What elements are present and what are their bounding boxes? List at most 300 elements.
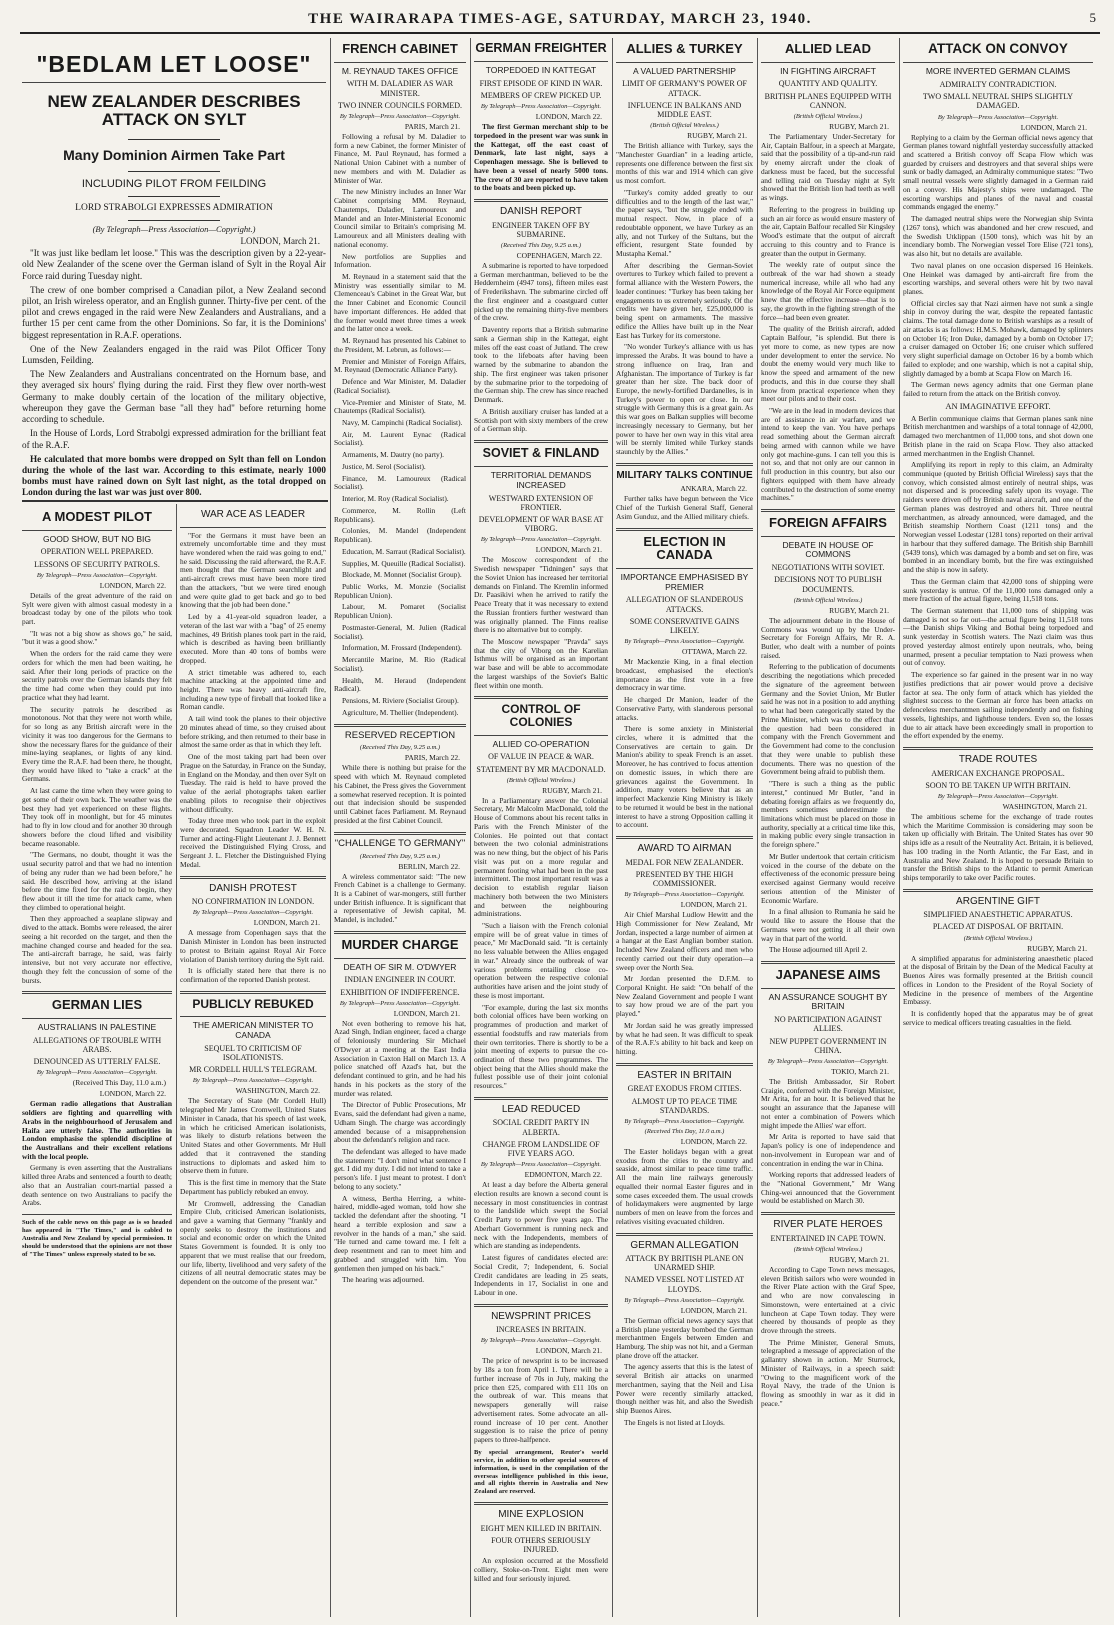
paragraph: Amplifying its report in reply to this claim, an Admiralty communique (quoted by British Official Wireless) says that the convoy, which consisted almost entirely of neutral ships, was not dispersed and is proceeding safely upon its voyage. The raiders were driven off by British naval aircraft, and one of the German planes was destroyed and others hit. Three neutral merchantmen, as already announced, were damaged, and the British steamship Northern Coast (1211 tons) and the Norwegian vessel Lodestar (1281 tons) reported on their arrival in harbour that they suffered damage. The British ship Barnhill (5439 tons), which was damaged by a bomb and set on fire, was bombed in an incendiary bomb, but the fire was extinguished and the ship is now in safety. <box>903 460 1093 575</box>
headline: WAR ACE AS LEADER <box>200 509 306 520</box>
article-newsprint-prices <box>474 1311 608 1496</box>
column-rule <box>176 504 177 1617</box>
received: (Received This Day, 9.25 a.m.) <box>359 744 441 752</box>
deck: SOON TO BE TAKEN UP WITH BRITAIN. <box>925 780 1071 790</box>
deck: MORE INVERTED GERMAN CLAIMS <box>925 66 1071 77</box>
lead-paragraph: "It was just like bedlam let loose." This was the description given by a 22-year-old New Zealander of the scene over the German island of Sylt in the Royal Air Force raid during Tuesday night. <box>22 248 326 281</box>
deck: A VALUED PARTNERSHIP <box>633 65 736 76</box>
dateline: RUGBY, March 21. <box>829 605 889 615</box>
deck: AN ASSURANCE SOUGHT BY BRITAIN <box>768 991 888 1012</box>
paragraph: A witness, Bertha Herring, a white-haired, middle-aged woman, told how she tackled the defendant after the shooting. "I heard a terrible explosion and saw a revolver in the hands of a man," she said. "He turned and came toward me. I felt a deep resentment and ran to meet him and grabbed and struggled with him. You gentlemen then jumped on his back." <box>334 1193 466 1273</box>
article-military-talks <box>616 470 753 522</box>
paragraph: A simplified apparatus for administering anaesthetic placed at the disposal of Britain by the Dean of the Medical Faculty at Buenos Aires was formally presented at the British council offices in London to the President of the Royal Society of Medicine in the presence of members of the Argentine Embassy. <box>903 953 1093 1007</box>
paragraph: Details of the great adventure of the raid on Sylt were given with almost casual modesty in a broadcast today by one of the pilots who took part. <box>22 590 172 626</box>
paragraph: The weekly rate of output since the outbreak of the war had shown a steady numerical increase, while all who had any knowledge of the Royal Air Force equipment knew that the effective increase—that is to say, the growth in the fighting strength of the force—had been even greater. <box>761 260 895 322</box>
paragraph: The Engels is not listed at Lloyds. <box>624 1417 725 1427</box>
paragraph: Premier and Minister of Foreign Affairs, M. Reynaud (Democratic Alliance Party). <box>334 356 466 375</box>
deck: INDIAN ENGINEER IN COURT. <box>344 975 456 985</box>
paragraph: The Moscow newspaper "Pravda" says that the city of Viborg on the Karelian Isthmus will be organised as an important war base and will be able to accommodate the largest warships of the Soviet's Baltic fleet within one month. <box>474 636 608 690</box>
deck: PLACED AT DISPOSAL OF BRITAIN. <box>932 922 1064 932</box>
article-danish-report <box>474 206 608 434</box>
deck: DEVELOPMENT OF WAR BASE AT VIBORG. <box>478 515 604 534</box>
paragraph: The experience so far gained in the present war in no way justifies predictions that air power would prove a decisive factor at sea. The only form of attack which has yielded the slightest success to the German air force has been attacks on defenceless merchantmen sailing independently and on fishing vessels, lightships, and lighthouse tenders. Even so, the losses due to air attack have been exceedingly small in proportion to the effort expended by the enemy. <box>903 670 1093 741</box>
column-rule <box>330 38 331 1617</box>
paragraph: Replying to a claim by the German official news agency that German planes toward nightfall yesterday successfully attacked and scattered a British convoy off Scapa Flow which was guarded by cruisers and destroyers and that several ships were sunk or badly damaged, an Admiralty communique states: "Two small neutral vessels were slightly damaged in a German raid on a convoy. His Majesty's ships were undamaged. The escorting warships and planes of the naval and coastal commands engaged the enemy." <box>903 132 1093 212</box>
lead-paragraph: One of the New Zealanders engaged in the raid was Pilot Officer Tony Lumsden, Feilding. <box>22 343 326 366</box>
dateline: LONDON, March 22. <box>99 1089 166 1099</box>
dateline: BERLIN, March 22. <box>398 861 460 871</box>
byline: By Telegraph—Press Association—Copyright. <box>480 1337 602 1345</box>
article-murder-charge <box>334 938 466 1285</box>
deck: DENOUNCED AS UTTERLY FALSE. <box>33 1057 161 1067</box>
headline: A MODEST PILOT <box>41 509 153 524</box>
headline: DANISH REPORT <box>499 206 583 218</box>
column-3 <box>334 38 466 1617</box>
article-argentine-gift <box>903 896 1093 1028</box>
paragraph: Mr Mackenzie King, in a final election broadcast, emphasised the election's importance as the first vote in a free democracy in war time. <box>616 657 753 693</box>
article-easter-britain <box>616 1070 753 1227</box>
paragraph: A British auxiliary cruiser has landed at a Scottish port with sixty members of the crew of a German ship. <box>474 406 608 434</box>
byline: By Telegraph—Press Association—Copyright. <box>192 1077 314 1085</box>
column-rule <box>757 38 758 1617</box>
headline: ATTACK ON CONVOY <box>928 41 1068 56</box>
deck: TERRITORIAL DEMANDS INCREASED <box>490 470 592 490</box>
byline: By Telegraph—Press Association—Copyright. <box>767 1057 889 1065</box>
paragraph: Justice, M. Serol (Socialist). <box>342 461 426 471</box>
article-allied-lead <box>761 42 895 503</box>
paragraph: The adjournment debate in the House of Commons was wound up by the Under-Secretary for Foreign Affairs, Mr R. A. Butler, who dealt with a number of points raised. <box>761 615 895 660</box>
paragraph: Blockade, M. Monnet (Socialist Group). <box>342 570 462 580</box>
column-5 <box>616 38 753 1617</box>
deck: MR CORDELL HULL'S TELEGRAM. <box>189 1065 317 1075</box>
deck: NEW PUPPET GOVERNMENT IN CHINA. <box>769 1036 887 1055</box>
masthead <box>20 6 1100 34</box>
byline: By Telegraph—Press Association—Copyright. <box>624 638 745 646</box>
deck: LESSONS OF SECURITY PATROLS. <box>34 559 160 569</box>
deck: DEATH OF SIR M. O'DWYER <box>343 961 457 972</box>
paragraph: A wireless commentator said: "The new French Cabinet is a challenge to Germany. It is a Cabinet of war-mongers, still further under British influence. It is significant that a representative of Jewish capital, M. Mandel, is included." <box>334 871 466 925</box>
paragraph: "The Germans, no doubt, thought it was the usual security patrol and that we had no intention of being any ruder than we had been before," he said. He described how, arriving at the island before the time fixed for the raid to begin, they flew about it till the time for attack came, when they climbed to operational height. <box>22 850 172 912</box>
times-note: Such of the cable news on this page as is so headed has appeared in "The Times," and is cabled to Australia and New Zealand by special permission. It should be understood that the opinions are not those of "The Times" unless expressly stated to be so. <box>22 1219 172 1258</box>
article-trade-routes <box>903 754 1093 883</box>
dateline: LONDON, March 21. <box>393 1008 460 1018</box>
lead-byline: (By Telegraph—Press Association—Copyright.) <box>92 224 256 235</box>
column-4 <box>474 38 608 1617</box>
deck: IN FIGHTING AIRCRAFT <box>780 65 876 76</box>
deck: NEGOTIATIONS WITH SOVIET. <box>771 563 885 573</box>
byline: By Telegraph—Press Association—Copyright. <box>36 1069 158 1077</box>
dateline: ANKARA, March 22. <box>680 484 747 494</box>
deck: FOUR OTHERS SERIOUSLY INJURED. <box>491 1535 591 1555</box>
headline: CONTROL OF COLONIES <box>501 702 581 729</box>
paragraph: "Such a liaison with the French colonial empire will be of great value in times of peace," Mr MacDonald said. "It is certainly no less valuable between the Allies engaged in war." Already since the outbreak of war various problems entailing close co-operation between the respective colonial authorities have arisen and the joint study of these is most important. <box>474 921 608 1000</box>
article-japanese-aims <box>761 968 895 1206</box>
paragraph: One of the most taking part had been over Prague on the Saturday, in France on the Sunday, in England on the Monday, and then over Sylt on Tuesday. The raid is held to have proved the value of the aerial photographs taken earlier enabling pilots to recognise their objectives without difficulty. <box>180 752 326 814</box>
masthead-title: THE WAIRARAPA TIMES-AGE, SATURDAY, MARCH 23, 1940. <box>308 10 812 27</box>
lead-paragraph: The New Zealanders and Australians concentrated on the Hornum base, and they averaged six hours' flying during the raid. First they flew over north-west Germany to make doubly certain of the location of the military objective, whereupon they gave the German base "all they had" before returning home according to schedule. <box>22 369 326 425</box>
article-river-plate <box>761 1219 895 1408</box>
byline: (British Official Wireless.) <box>793 596 863 604</box>
deck: BRITISH PLANES EQUIPPED WITH CANNON. <box>764 91 892 110</box>
paragraph: Thus the German claim that 42,000 tons of shipping were sunk yesterday is untrue. Of the 11,000 tons damaged only a mere fraction of the actual figure, being 11,518 tons. <box>903 576 1093 604</box>
headline: FRENCH CABINET <box>342 41 458 56</box>
deck: SEQUEL TO CRITICISM OF ISOLATIONISTS. <box>204 1043 302 1063</box>
deck: EXHIBITION OF INDIFFERENCE. <box>340 987 460 997</box>
paragraph: Today three men who took part in the exploit were decorated. Squadron Leader W. H. N. Turner and acting-Flight Lieutenant J. J. Bennett received the Distinguished Flying Cross, and Sergeant J. L. Fletcher the Distinguished Flying Medal. <box>180 816 326 869</box>
paragraph: In a final allusion to Rumania he said he would like to assure the House that the Germans were not getting it all their own way in that part of the world. <box>761 907 895 943</box>
dateline: LONDON, March 21. <box>680 900 747 910</box>
article-french-cabinet <box>334 42 466 718</box>
deck: OPERATION WELL PREPARED. <box>40 547 154 557</box>
dateline: TOKIO, March 21. <box>831 1066 889 1076</box>
paragraph: While there is nothing but praise for the speed with which M. Reynaud completed his Cabinet, the Press gives the Government a somewhat reserved reception. It is pointed out that indecision should be suspended until Cabinet faces Parliament. M. Reynaud presided at the first Cabinet Council. <box>334 763 466 825</box>
deck: M. REYNAUD TAKES OFFICE <box>341 65 459 76</box>
headline: AN IMAGINATIVE EFFORT. <box>945 400 1051 411</box>
lead-bottom-rule <box>22 500 328 502</box>
article-challenge-germany <box>334 839 466 925</box>
paragraph: A strict timetable was adhered to, each machine attacking at the appointed time and height. There was heavy anti-aircraft fire, including a new type of fireball that looked like a Roman candle. <box>180 667 326 712</box>
paragraph: Following a refusal by M. Daladier to form a new Cabinet, the former Minister of Finance, M. Paul Reynaud, has formed a National Union Cabinet with a number of new members and with M. Daladier as Minister of War. <box>334 131 466 185</box>
column-6 <box>761 38 895 1617</box>
paragraph: Mr Butler undertook that certain criticism voiced in the course of the debate on the effectiveness of the economic pressure being exercised against Germany would receive serious attention of the Minister of Economic Warfare. <box>761 851 895 905</box>
paragraph: According to Cape Town news messages, eleven British sailors who were wounded in the River Plate action with the Graf Spee, and who are now convalescing in Simonstown, were entertained at a civic luncheon at Cape Town today. They were cheered by thousands of people as they drove through the streets. <box>761 1264 895 1336</box>
deck: ENGINEER TAKEN OFF BY SUBMARINE. <box>491 220 591 239</box>
deck: MEMBERS OF CREW PICKED UP. <box>480 91 602 101</box>
paragraph: The ambitious scheme for the exchange of trade routes which the Maritime Commission is considering may soon be taken up officially with Britain. The United States has over 90 ships idle as a result of the Neutrality Act. Britain, it is believed, has 100 trading in the North Atlantic, the Far East, and in Australia and New Zealand. It is hoped to persuade Britain to transfer the British ships to the Atlantic to permit American ships temporarily to take over Pacific routes. <box>903 811 1093 883</box>
headline: EASTER IN BRITAIN <box>637 1069 732 1081</box>
paragraph: The German statement that 11,000 tons of shipping was damaged is not so far out—the actual figure being 11,518 tons—the Danish ships Viking and Bothal being torpedoed and sunk yesterday in Scottish waters. The Nazi claim was thus proved yesterday almost entirely upon neutrals, who, being unarmed, present a peculiar temptation to Nazi prowess when out of convoy. <box>903 605 1093 668</box>
paragraph: When the orders for the raid came they were orders for which the men had been waiting, he said. After their long periods of practice on the security patrols over the German islands they felt the time had come when they could put into practice what they had learnt. <box>22 649 172 702</box>
paragraph: Commerce, M. Rollin (Left Republicans). <box>334 505 466 524</box>
received: (Received This Day, 9.25 a.m.) <box>500 242 582 250</box>
headline: TRADE ROUTES <box>958 754 1038 765</box>
paragraph: Referring to the publication of documents describing the negotiations which preceded the signature of the agreement between Germany and the Soviet Union, Mr Butler said he was not in a position to add anything to what had been categorically stated by the Prime Minister, which was to the effect that the question had been considered in company with the French Government and the Government had come to the conclusion that they were unable to publish these documents. There was no question of the Government being afraid to publish them. <box>761 662 895 777</box>
headline: GERMAN FREIGHTER <box>475 41 607 55</box>
received: (Received This Day, 11.0 a.m.) <box>644 1127 725 1135</box>
article-lead-reduced <box>474 1104 608 1298</box>
paragraph: Working reports that addressed leaders of the "National Government," Mr Wang Ching-wei announced that the Government would be established on March 30. <box>761 1170 895 1206</box>
paragraph: Air, M. Laurent Eynac (Radical Socialist). <box>334 429 466 448</box>
paragraph: Mercantile Marine, M. Rio (Radical Socialist). <box>334 655 466 673</box>
lead-deck-2: INCLUDING PILOT FROM FEILDING <box>81 177 267 190</box>
headline: ALLIES & TURKEY <box>626 41 743 56</box>
paragraph: An explosion occurred at the Mossfield colliery, Stoke-on-Trent. Eight men were killed and four seriously injured. <box>474 1556 608 1583</box>
paragraph: M. Reynaud has presented his Cabinet to the President, M. Lebrun, as follows:— <box>334 336 466 354</box>
paragraph: At last came the time when they were going to get some of their own back. The weather was the best they had yet experienced on these flights. They took off in moonlight, but for 45 minutes had to fly in low cloud and for another 30 through showers before the cloud lifted and visibility became reasonable. <box>22 786 172 848</box>
paragraph: Not even bothering to remove his hat, Azad Singh, Indian engineer, faced a charge of feloniously murdering Sir Michael O'Dwyer at a meeting at the East India Association in Caxton Hall on March 13. A police snatched off Azad's hat, but the defendant continued to grin, and he had his hands in his pockets as the story of the murder was related. <box>334 1018 466 1098</box>
deck: DECISIONS NOT TO PUBLISH DOCUMENTS. <box>774 575 882 594</box>
paragraph: The German official news agency says that a British plane yesterday bombed the German merchantmen Engels between Emden and Hamburg. The ship was not hit, and a German plane drove off the attacker. <box>616 1315 753 1360</box>
paragraph: "For the Germans it must have been an extremely uncomfortable time and they must have wondered when the raid was going to end," he said. Discussing the raid afterward, the R.A.F. men thought that the German searchlight and anti-aircraft crews must have been more tired than the attackers, "but we were tired enough and were quite glad to get back and go to bed knowing that the job had been done." <box>180 530 326 610</box>
paragraph: Postmaster-General, M. Julien (Radical Socialist). <box>334 622 466 641</box>
headline: GERMAN ALLEGATION <box>630 1239 739 1251</box>
article-reserved-reception <box>334 731 466 826</box>
paragraph: "For example, during the last six months both colonial offices have been working on programmes of production and market of essential foodstuffs and raw materials from their own territories. There is shortly to be a joint meeting of experts to pursue the co-ordination of these two programmes. The object being that the Allies should make the fullest possible use of their joint colonial resources." <box>474 1002 608 1091</box>
lead-headline: "BEDLAM LET LOOSE" <box>36 51 312 77</box>
byline: (British Official Wireless.) <box>963 934 1033 942</box>
byline: By Telegraph—Press Association—Copyright. <box>480 536 602 544</box>
paragraph: The security patrols he described as monotonous. Not that they were not worth while, for so long as any British aircraft were in the vicinity it was too dangerous for the Germans to show the necessary flares for the guidance of their mine-laying seaplanes, or lights of any kind. Every time the R.A.F. had been there, he thought, they would have liked to "take a crack" at the Germans. <box>22 704 172 784</box>
dateline: LONDON, March 21. <box>535 545 602 555</box>
deck: NO PARTICIPATION AGAINST ALLIES. <box>774 1015 882 1034</box>
lead-paragraph: The crew of one bomber comprised a Canadian pilot, a New Zealand second pilot, an Irish wireless operator, and an English gunner. Thirty-five per cent. of the pilot and crews engaged in the raid were New Zealanders and Australians, and a further 15 per cent came from the other Dominions. So far, it is the Dominions' biggest representation in R.A.F. operations. <box>22 284 326 340</box>
deck: SIMPLIFIED ANAESTHETIC APPARATUS. <box>923 910 1073 920</box>
deck: INFLUENCE IN BALKANS AND MIDDLE EAST. <box>627 100 742 119</box>
paragraph: Supplies, M. Queuille (Radical Socialist). <box>342 558 466 568</box>
deck: NO CONFIRMATION IN LONDON. <box>191 897 315 907</box>
deck: MEDAL FOR NEW ZEALANDER. <box>625 857 744 867</box>
paragraph: The agency asserts that this is the latest of several British air attacks on unarmed merchantmen, saying that the Neil and Lisa Power were recently similarly attacked, though neither was hit, and also the Swedish ship Buenos Aires. <box>616 1362 753 1416</box>
paragraph: A Berlin communique claims that German planes sank nine British merchantmen and warships of a total tonnage of 42,000, damaged two merchantmen of 11,000 tons, and shot down one British plane in the raid on Scapa Flow. They also attacked armed merchantmen in the English Channel. <box>903 413 1093 458</box>
dateline: RUGBY, March 21. <box>687 131 747 141</box>
paragraph: Vice-Premier and Minister of State, M. Chautemps (Radical Socialist). <box>334 397 466 416</box>
paragraph: Mr Jordan said he was greatly impressed by what he had seen. It was difficult to speak of the R.A.F.'s ability to hit back and keep on hitting. <box>616 1020 753 1057</box>
paragraph: The new Ministry includes an Inner War Cabinet comprising MM. Reynaud, Chautemps, Daladier, Lamoureux and Mandel and an Inter-Ministerial Economic Council similar to Britain's comprising M. Lamoureux and all Ministers dealing with national economy. <box>334 187 466 249</box>
article-attack-convoy <box>903 42 1093 399</box>
paragraph: It is officially stated here that there is no confirmation of the reported Danish protest. <box>180 966 326 985</box>
paragraph: "Turkey's comity added greatly to our difficulties and to the length of the last war," the paper says, "but the struggle ended with mutual respect. Now, in place of a redoubtable opponent, we have Turkey as an ally, and not Turkey of the Sultans, but the efficient, resurgent State founded by Mustapha Kemal." <box>616 187 753 258</box>
paragraph: Education, M. Sarraut (Radical Socialist). <box>342 546 466 556</box>
deck: TORPEDOED IN KATTEGAT <box>485 65 597 76</box>
dateline: PARIS, March 22. <box>404 753 460 763</box>
dateline: RUGBY, March 21. <box>829 121 889 131</box>
paragraph: Daventry reports that a British submarine sank a German ship in the Kattegat, eight miles off the east coast of Jutland. The crew took to the lifeboats after having been warned by the submarine to abandon the ship. The first engineer was taken prisoner by the submarine prior to the torpedoing of the German ship. The crew has since reached Denmark. <box>474 325 608 405</box>
deck: ADMIRALTY CONTRADICTION. <box>939 79 1057 89</box>
byline: By Telegraph—Press Association—Copyright. <box>339 112 461 120</box>
paragraph: In a Parliamentary answer the Colonial Secretary, Mr Malcolm MacDonald, told the House of Commons about his recent talks in Paris with the French Minister of the Colonies. He pointed out that contact between the two colonial administrations was no new thing, but the object of his Paris visit was put on a more regular and permanent footing what had been in the past intermittent. The most important result was a decision to establish regular liaison machinery both between the two Ministers and between the neighbouring administrations. <box>474 795 608 919</box>
headline: SOVIET & FINLAND <box>482 445 600 460</box>
paragraph: "There is such a thing as the public interest," continued Mr Butler, "and in debating foreign affairs as we frequently do, members sometimes underestimate the limitations which must be placed on those in authority, specially at a critical time like this, in making public every single transaction in the foreign sphere." <box>761 779 895 850</box>
paragraph: Germany is even asserting that the Australians killed three Arabs and sentenced a fourth to death; also that an Australian court-martial passed a death sentence on two Australians to pacify the Arabs. <box>22 1163 172 1208</box>
headline: FOREIGN AFFAIRS <box>769 515 887 531</box>
paragraph: This is the first time in memory that the State Department has publicly rebuked an envoy. <box>180 1178 326 1196</box>
paragraph: The German news agency admits that one German plane failed to return from the attack on the British convoy. <box>903 380 1093 399</box>
paragraph: The Secretary of State (Mr Cordell Hull) telegraphed Mr James Cromwell, United States Minister in Canada, that his speech of last week, in which he criticised American isolationists, was likely to disturb relations between the United States and other Governments. Mr Hull added that it contravened the standing instructions to diplomats and asked him to observe them in future. <box>180 1096 326 1176</box>
paragraph: Mr Arita is reported to have said that Japan's policy is one of independence and non-involvement in European war and of concentration in ending the war in China. <box>761 1132 895 1168</box>
paragraph: Defence and War Minister, M. Daladier (Radical Socialist). <box>334 377 466 395</box>
byline: By Telegraph—Press Association—Copyright. <box>937 792 1059 800</box>
paragraph: Official circles say that Nazi airmen have not sunk a single ship in convoy during the war, despite the repeated fantastic claims. The total damage done to British warships as a result of air attacks is as follows: H.M.S. Mohawk, damaged by splinters on October 16; Iron Duke, damaged by a bomb on October 17; a cruiser damaged on October 16; one cruiser which suffered very slight superficial damage on October 16 by a bomb which failed to explode; and one warship, which is not a capital ship, slightly damaged by a bomb at Scapa Flow on March 16. <box>903 298 1093 378</box>
deck: EIGHT MEN KILLED IN BRITAIN. <box>480 1523 602 1533</box>
headline: MINE EXPLOSION <box>498 1509 584 1521</box>
lead-deck-1: Many Dominion Airmen Take Part <box>63 146 285 163</box>
paragraph: The Parliamentary Under-Secretary for Air, Captain Balfour, in a speech at Margate, said that the possibility of a tip-and-run raid by enemy aircraft under the cloak of darkness must be faced, but the successful and telling raid on Tuesday night at Sylt showed that the British lion had teeth as well as wings. <box>761 131 895 203</box>
paragraph: Further talks have begun between the Vice Chief of the Turkish General Staff, General Asim Gunduz, and the Allied military chiefs. <box>616 494 753 521</box>
deck: IMPORTANCE EMPHASISED BY PREMIER <box>620 571 749 592</box>
deck: TWO INNER COUNCILS FORMED. <box>338 100 462 110</box>
byline: By Telegraph—Press Association—Copyright. <box>624 1296 745 1304</box>
paragraph: Health, M. Heraud (Independent Radical). <box>334 675 466 694</box>
paragraph: The hearing was adjourned. <box>342 1275 425 1285</box>
byline: By Telegraph—Press Association—Copyright. <box>339 999 461 1007</box>
dateline: LONDON, March 21. <box>680 1305 747 1315</box>
dateline: LONDON, March 22. <box>99 580 166 590</box>
paragraph: Then they approached a seaplane slipway and dived to the attack. Bombs were released, the airer seeing a hit recorded on the target, and then the machine changed course and headed for the sea. The anti-aircraft barrage, he said, was fairly intensive, but not very accurate nor effective, though they felt the concussion of some of the bursts. <box>22 914 172 985</box>
headline: RIVER PLATE HEROES <box>773 1219 883 1231</box>
dateline: LONDON, March 21. <box>253 918 320 928</box>
paragraph: Referring to the progress in building up such an air force as would ensure mastery of the air, Captain Balfour recalled Sir Kingsley Wood's estimate that the output of aircraft accruing to this country and to France is greater than the output in Germany. <box>761 204 895 258</box>
article-mine-explosion <box>474 1509 608 1583</box>
dateline: RUGBY, March 21. <box>542 785 602 795</box>
paragraph: The Prime Minister, General Smuts, telegraphed a message of appreciation of the gallantry shown in action. Mr Sturrock, Minister of Railways, in a speech said: "Owing to the magnificent work of the Royal Navy, the trade of the Union is flowing as smoothly in war as it did in peace." <box>761 1337 895 1408</box>
dateline: LONDON, March 21. <box>1020 122 1087 132</box>
byline: By Telegraph—Press Association—Copyright. <box>937 113 1059 121</box>
paragraph: After describing the German-Soviet overtures to Turkey which failed to prevent a formal alliance with the Western Powers, the leader continues: "Turkey has been taking her engagements to us extremely seriously. Of the credits we have given her, £25,000,000 is being spent on armaments. The massive edifice the Allies have built up in the Near East has Turkey for its cornerstone. <box>616 260 753 340</box>
paragraph: Led by a 41-year-old squadron leader, a veteran of the last war with a "bag" of 25 enemy machines, 49 British planes took part in the raid, which is described as having been brilliantly executed. More than 40 tons of bombs were dropped. <box>180 612 326 665</box>
byline: (British Official Wireless.) <box>506 776 576 784</box>
headline: ALLIED LEAD <box>785 41 871 56</box>
paragraph: The British alliance with Turkey, says the "Manchester Guardian" in a leading article, represents one difference between the first six months of this war and 1914 which can give us most comfort. <box>616 141 753 186</box>
paragraph: At least a day before the Alberta general election results are known a second count is necessary in most constituencies in contrast to the landslide which swept the Social Credit Party to power five years ago. The Aberhart Government is running neck and neck with the Independents, members of which are standing as independents. <box>474 1180 608 1251</box>
paragraph: "It was not a big show as shows go," he said, "but it was a good show." <box>22 628 172 647</box>
lead-paragraph: In the House of Lords, Lord Strabolgi expressed admiration for the brilliant feat of the R.A.F. <box>22 428 326 450</box>
dateline: RUGBY, March 21. <box>1027 943 1087 953</box>
article-german-lies <box>22 998 172 1258</box>
page-number: 5 <box>1089 10 1096 25</box>
column-rule <box>899 38 900 1617</box>
deck: GREAT EXODUS FROM CITIES. <box>627 1084 742 1094</box>
deck: CHANGE FROM LANDSLIDE OF FIVE YEARS AGO. <box>482 1139 600 1159</box>
headline: AWARD TO AIRMAN <box>637 843 732 855</box>
deck: SOME CONSERVATIVE GAINS LIKELY. <box>629 616 740 635</box>
column-rule <box>612 38 613 1617</box>
paragraph: A submarine is reported to have torpedoed a German merchantman, believed to be the Heddernheim (4947 tons), fifteen miles east of Frederikshavn. The submarine circled off the first engineer and a coastguard cutter picked up the remaining thirty-five members of the crew. <box>474 261 608 323</box>
article-imaginative-effort <box>903 402 1093 741</box>
deck: NAMED VESSEL NOT LISTED AT LLOYDS. <box>624 1275 745 1294</box>
paragraph: The price of newsprint is to be increased by 18s a ton from April 1. There will be a further increase of 70s in July, making the price then £25, compared with £11 10s on the outbreak of war. This means that newspapers generally will raise advertisement rates. Some advocate an all-round increase of 10 per cent. Another suggestion is to raise the price of penny papers to three-halfpence. <box>474 1356 608 1445</box>
column-rule <box>470 38 471 1617</box>
byline: By Telegraph—Press Association—Copyright. <box>480 1161 602 1169</box>
byline: By Telegraph—Press Association—Copyright. <box>624 1117 745 1125</box>
deck: TWO SMALL NEUTRAL SHIPS SLIGHTLY DAMAGED. <box>922 92 1074 111</box>
dateline: WASHINGTON, March 22. <box>235 1086 320 1096</box>
deck: INCREASES IN BRITAIN. <box>496 1325 586 1335</box>
paragraph: Information, M. Frossard (Independent). <box>342 643 462 653</box>
article-control-colonies <box>474 703 608 1091</box>
headline: PUBLICLY REBUKED <box>192 996 314 1011</box>
paragraph: Air Chief Marshal Ludlow Hewitt and the High Commissioner for New Zealand, Mr Jordan, inspected a large number of airmen at a hangar at the East Anglian bomber station. Included New Zealand officers and men who recently carried out their duty operation—a sweep over the North Sea. <box>616 910 753 972</box>
paragraph: Mr Cromwell, addressing the Canadian Empire Club, criticised American isolationists, and gave a warning that Germany "frankly and openly seeks to destroy the institutions and social and economic order on which the United States Government is founded. It is only too apparent that we must realise that our freedom, our life, liberty, livelihood and very safety of the citizens of all neutral democratic states may be dependent on the outcome of the present war." <box>180 1198 326 1287</box>
lead-story <box>22 38 326 498</box>
received: (Received This Day, 11.0 a.m.) <box>72 1078 166 1088</box>
paragraph: Interior, M. Roy (Radical Socialist). <box>342 494 449 504</box>
byline: (British Official Wireless.) <box>793 1245 863 1253</box>
lead-paragraph: He calculated that more bombs were dropped on Sylt than fell on London during the whole of the last war. According to this estimate, nearly 1000 bombs must have rained down on Sylt last night, as the total dropped on London during the last war was just over 800. <box>22 453 326 498</box>
byline: By Telegraph—Press Association—Copyright. <box>480 103 602 111</box>
paragraph: Two naval planes on one occasion dispersed 16 Heinkels. One Heinkel was damaged by anti-aircraft fire from the escorting warships, and several others were hit by two naval planes. <box>903 260 1093 296</box>
dateline: LONDON, March 22. <box>535 112 602 122</box>
headline: ARGENTINE GIFT <box>956 895 1040 907</box>
paragraph: Agriculture, M. Thellier (Independent). <box>342 707 459 717</box>
deck: DEBATE IN HOUSE OF COMMONS <box>782 539 874 560</box>
deck: SOCIAL CREDIT PARTY IN ALBERTA. <box>492 1118 590 1137</box>
paragraph: There is some anxiety in Ministerial circles, where it is admitted that the Conservatives are certain to gain. Dr Manion's ability to speak French is an asset. Moreover, he has contrived to focus attention on domestic issues, in which there are grievances against the Government. In addition, many voters believe that as an imperfect Mackenzie King Ministry is likely to be returned it would be best in the national interest to have a strong Opposition calling it to account. <box>616 724 753 830</box>
article-foreign-affairs <box>761 516 895 955</box>
deck: ALLEGATION OF SLANDEROUS ATTACKS. <box>625 595 744 614</box>
paragraph: A message from Copenhagen says that the Danish Minister in London has been instructed to protest to Britain against Royal Air Force violation of Danish territory during the Sylt raid. <box>180 928 326 964</box>
deck: PRESENTED BY THE HIGH COMMISSIONER. <box>635 869 734 888</box>
byline: (British Official Wireless.) <box>650 122 719 130</box>
headline: LEAD REDUCED <box>501 1103 581 1115</box>
byline: By Telegraph—Press Association—Copyright. <box>624 891 745 899</box>
deck: WESTWARD EXTENSION OF FRONTIER. <box>488 493 594 512</box>
paragraph: German radio allegations that Australian soldiers are fighting and quarrelling with Arabs in the neighbourhood of Jerusalem and Haifa are utterly false. The authorities in London emphasise the splendid discipline of the Australians and their excellent relations with the local people. <box>22 1099 172 1161</box>
article-modest-pilot <box>22 510 172 985</box>
byline: By Telegraph—Press Association—Copyright. <box>36 571 158 579</box>
paragraph: He charged Dr Manion, leader of the Conservative Party, with slanderous personal attacks. <box>616 695 753 722</box>
byline: (British Official Wireless.) <box>793 112 863 120</box>
paragraph: It is confidently hoped that the apparatus may be of great service to medical officers treating casualties in the field. <box>903 1009 1093 1027</box>
paragraph: The Easter holidays began with a great exodus from the cities to the country and seaside, almost similar to peace time traffic. All the main line railways generously equalled their normal Easter figures and in some cases exceeded them. The usual crowds of holidaymakers were augmented by large numbers of men on leave from the forces and relatives visiting evacuated children. <box>616 1146 753 1226</box>
headline: NEWSPRINT PRICES <box>491 1310 591 1322</box>
article-german-allegation <box>616 1240 753 1428</box>
lead-dateline: LONDON, March 21. <box>240 236 320 247</box>
paragraph: M. Reynaud in a statement said that the Ministry was essentially similar to M. Clemenceau's Cabinet in the Great War, but the Inner Cabinet and Economic Council have important differences. He added that the former would meet three times a week and the latter once a week. <box>334 271 466 334</box>
article-soviet-finland <box>474 447 608 690</box>
received: (Received This Day, 9.25 a.m.) <box>359 852 441 860</box>
dateline: OTTAWA, March 22. <box>681 647 747 657</box>
article-war-ace <box>180 509 326 870</box>
headline: GERMAN LIES <box>51 997 143 1013</box>
paragraph: The defendant was alleged to have made the statement: "I don't mind what sentence I get. I did my duty. I did not intend to take a person's life. I just meant to protest. I don't belong to any society." <box>334 1147 466 1191</box>
paragraph: The House adjourned till April 2. <box>769 945 868 955</box>
article-publicly-rebuked <box>180 998 326 1287</box>
deck: ALLIED CO-OPERATION <box>492 738 590 749</box>
deck: GOOD SHOW, BUT NO BIG <box>43 533 151 544</box>
paragraph: Navy, M. Campinchi (Radical Socialist). <box>342 418 463 427</box>
dateline: EDMONTON, March 22. <box>524 1170 602 1180</box>
dateline: LONDON, March 21. <box>535 1346 602 1356</box>
paragraph: A tail wind took the planes to their objective 20 minutes ahead of time, so they cruised about before striking, and then returned to their base in almost the same order as that in which they left. <box>180 714 326 750</box>
paragraph: "We are in the lead in modern devices that are of assistance in air warfare, and we intend to keep the van. You have perhaps read something about the German aircraft being armed with cannon while we have only got machine-guns. I can tell you this is not so, and that not only are our cannon in full production in this country, but also our fighters equipped with them have already contributed to the destruction of some enemy machines." <box>761 406 895 503</box>
dateline: WASHINGTON, March 21. <box>1002 801 1087 811</box>
headline: MURDER CHARGE <box>341 936 459 952</box>
deck: FIRST EPISODE OF KIND IN WAR. <box>479 78 603 88</box>
paragraph: "No wonder Turkey's alliance with us has impressed the Arabs. It was bound to have a strong influence on Iraq, Iran and Afghanistan. The importance of Turkey is far greater than her size. The back door of Europe, the newly-fortified Dardanelles, is in Turkey's power to open or close. In our struggle with Germany this is a great gain. As this war goes on Balkan supplies will become increasingly necessary to Germany, but her power to have her own way in this vital area will be sternly limited while Turkey stands staunchly by the Allies." <box>616 342 753 457</box>
paragraph: New portfolios are Supplies and Information. <box>334 251 466 270</box>
column-1 <box>22 506 172 1617</box>
paragraph: Mr Jordan presented the D.F.M. to Corporal Knight. He said: "On behalf of the New Zealand Government and people I want to say how proud we are of the part you played." <box>616 974 753 1019</box>
dateline: COPENHAGEN, March 22. <box>516 251 602 261</box>
headline: RESERVED RECEPTION <box>344 729 456 741</box>
article-allies-turkey <box>616 42 753 457</box>
dateline: LONDON, March 22. <box>680 1136 747 1146</box>
deck: ATTACK BY BRITISH PLANE ON UNARMED SHIP. <box>625 1254 744 1273</box>
reuters-note: By special arrangement, Reuter's world service, in addition to other special sources of information, is used in the compilation of the overseas intelligence published in this issue, and all rights therein in Australia and New Zealand are reserved. <box>474 1448 608 1496</box>
paragraph: Latest figures of candidates elected are: Social Credit, 7; Independent, 6. Social Credit candidates are leading in 25 seats, Independents in 17, Socialist in one and Labour in one. <box>474 1253 608 1298</box>
headline: JAPANESE AIMS <box>775 966 881 982</box>
deck: AUSTRALIANS IN PALESTINE <box>37 1022 157 1032</box>
lead-subheadline: NEW ZEALANDER DESCRIBES ATTACK ON SYLT <box>47 92 301 129</box>
paragraph: The Moscow correspondent of the Swedish newspaper "Tidningen" says that the Soviet Union has increased her territorial demands on Finland. The Kremlin informed Dr. Paasikivi when he arrived to ratify the Peace Treaty that it was necessary to extend the Russian frontiers further westward than was originally planned. The Finns realise there is no alternative but to comply. <box>474 555 608 635</box>
deck: WITH M. DALADIER AS WAR MINISTER. <box>346 79 454 98</box>
paragraph: Colonies, M. Mandel (Independent Republican). <box>334 526 466 545</box>
deck: STATEMENT BY MR MACDONALD. <box>476 764 606 774</box>
paragraph: Finance, M. Lamoureux (Radical Socialist). <box>334 473 466 492</box>
headline: "CHALLENGE TO GERMANY" <box>334 837 466 849</box>
paragraph: Public Works, M. Monzie (Socialist Republican Union). <box>334 582 466 600</box>
paragraph: Labour, M. Pomaret (Socialist Republican Union). <box>334 602 466 621</box>
dateline: RUGBY, March 21. <box>829 1254 889 1264</box>
column-7 <box>903 38 1093 1617</box>
article-german-freighter <box>474 42 608 193</box>
deck: ALMOST UP TO PEACE TIME STANDARDS. <box>631 1096 738 1115</box>
paragraph: The Director of Public Prosecutions, Mr Evans, said the defendant had given a name, Udham Singh. The charge was accordingly amended because of a misapprehension about the defendant's religion and race. <box>334 1100 466 1145</box>
headline: ELECTION IN CANADA <box>643 533 726 563</box>
deck: THE AMERICAN MINISTER TO CANADA <box>192 1020 314 1041</box>
deck: QUANTITY AND QUALITY. <box>778 79 878 89</box>
deck: LIMIT OF GERMANY'S POWER OF ATTACK. <box>622 79 747 98</box>
